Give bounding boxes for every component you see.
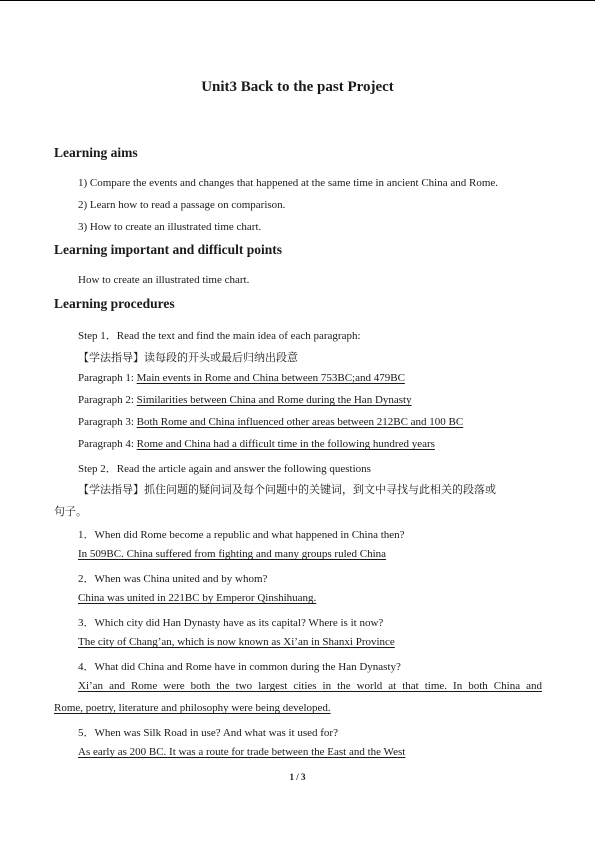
paragraph-answer: Main events in Rome and China between 753BC;and 479BC <box>136 372 405 384</box>
aim-item: 1) Compare the events and changes that happened at the same time in ancient China and Rome. <box>78 177 499 189</box>
heading-learning-aims: Learning aims <box>54 145 138 160</box>
paragraph-answer: Rome and China had a difficult time in the following hundred years <box>136 438 435 450</box>
heading-important-points: Learning important and difficult points <box>54 242 283 257</box>
answer-2: China was united in 221BC by Emperor Qinshihuang. <box>78 592 317 604</box>
question-3: 3．Which city did Han Dynasty have as its capital? Where is it now? <box>78 617 384 629</box>
step-1: Step 1．Read the text and find the main idea of each paragraph: <box>78 330 361 342</box>
study-guide-2-continued: 句子。 <box>54 506 87 518</box>
question-1: 1．When did Rome become a republic and what happened in China then? <box>78 529 405 541</box>
aim-item: 2) Learn how to read a passage on comparison. <box>78 199 286 211</box>
question-5: 5．When was Silk Road in use? And what was it used for? <box>78 727 338 739</box>
question-2: 2．When was China united and by whom? <box>78 573 268 585</box>
answer-4-line-2: Rome, poetry, literature and philosophy were being developed. <box>54 702 331 714</box>
paragraph-1-line <box>78 372 405 384</box>
paragraph-4-line <box>78 438 435 450</box>
paragraph-answer: Similarities between China and Rome during the Han Dynasty <box>136 394 412 406</box>
paragraph-answer: Both Rome and China influenced other areas between 212BC and 100 BC <box>136 416 464 428</box>
aim-item: 3) How to create an illustrated time chart. <box>78 221 262 233</box>
page-number: 1 / 3 <box>289 772 306 782</box>
question-4: 4．What did China and Rome have in common during the Han Dynasty? <box>78 661 401 673</box>
step-2: Step 2．Read the article again and answer the following questions <box>78 463 371 475</box>
heading-learning-procedures: Learning procedures <box>54 296 175 311</box>
study-guide-2: 【学法指导】抓住问题的疑问词及每个问题中的关键词，到文中寻找与此相关的段落或 <box>78 484 496 496</box>
study-guide-1: 【学法指导】读每段的开头或最后归纳出段意 <box>78 352 298 364</box>
paragraph-3-line <box>78 416 463 428</box>
answer-1: In 509BC. China suffered from fighting and many groups ruled China <box>78 548 387 560</box>
top-rule <box>0 0 595 1</box>
points-text: How to create an illustrated time chart. <box>78 274 250 286</box>
answer-5: As early as 200 BC. It was a route for trade between the East and the West <box>78 746 406 758</box>
answer-3: The city of Chang’an, which is now known as Xi’an in Shanxi Province <box>78 636 395 648</box>
paragraph-label: Paragraph 1: <box>78 372 137 384</box>
page-title: Unit3 Back to the past Project <box>201 79 394 95</box>
paragraph-label: Paragraph 3: <box>78 416 137 428</box>
answer-4-line-1 <box>78 680 542 692</box>
paragraph-label: Paragraph 4: <box>78 438 137 450</box>
paragraph-2-line <box>78 394 412 406</box>
answer-4-text: Xi’an and Rome were both the two largest cities in the world at that time. In both China and <box>78 680 542 692</box>
paragraph-label: Paragraph 2: <box>78 394 137 406</box>
